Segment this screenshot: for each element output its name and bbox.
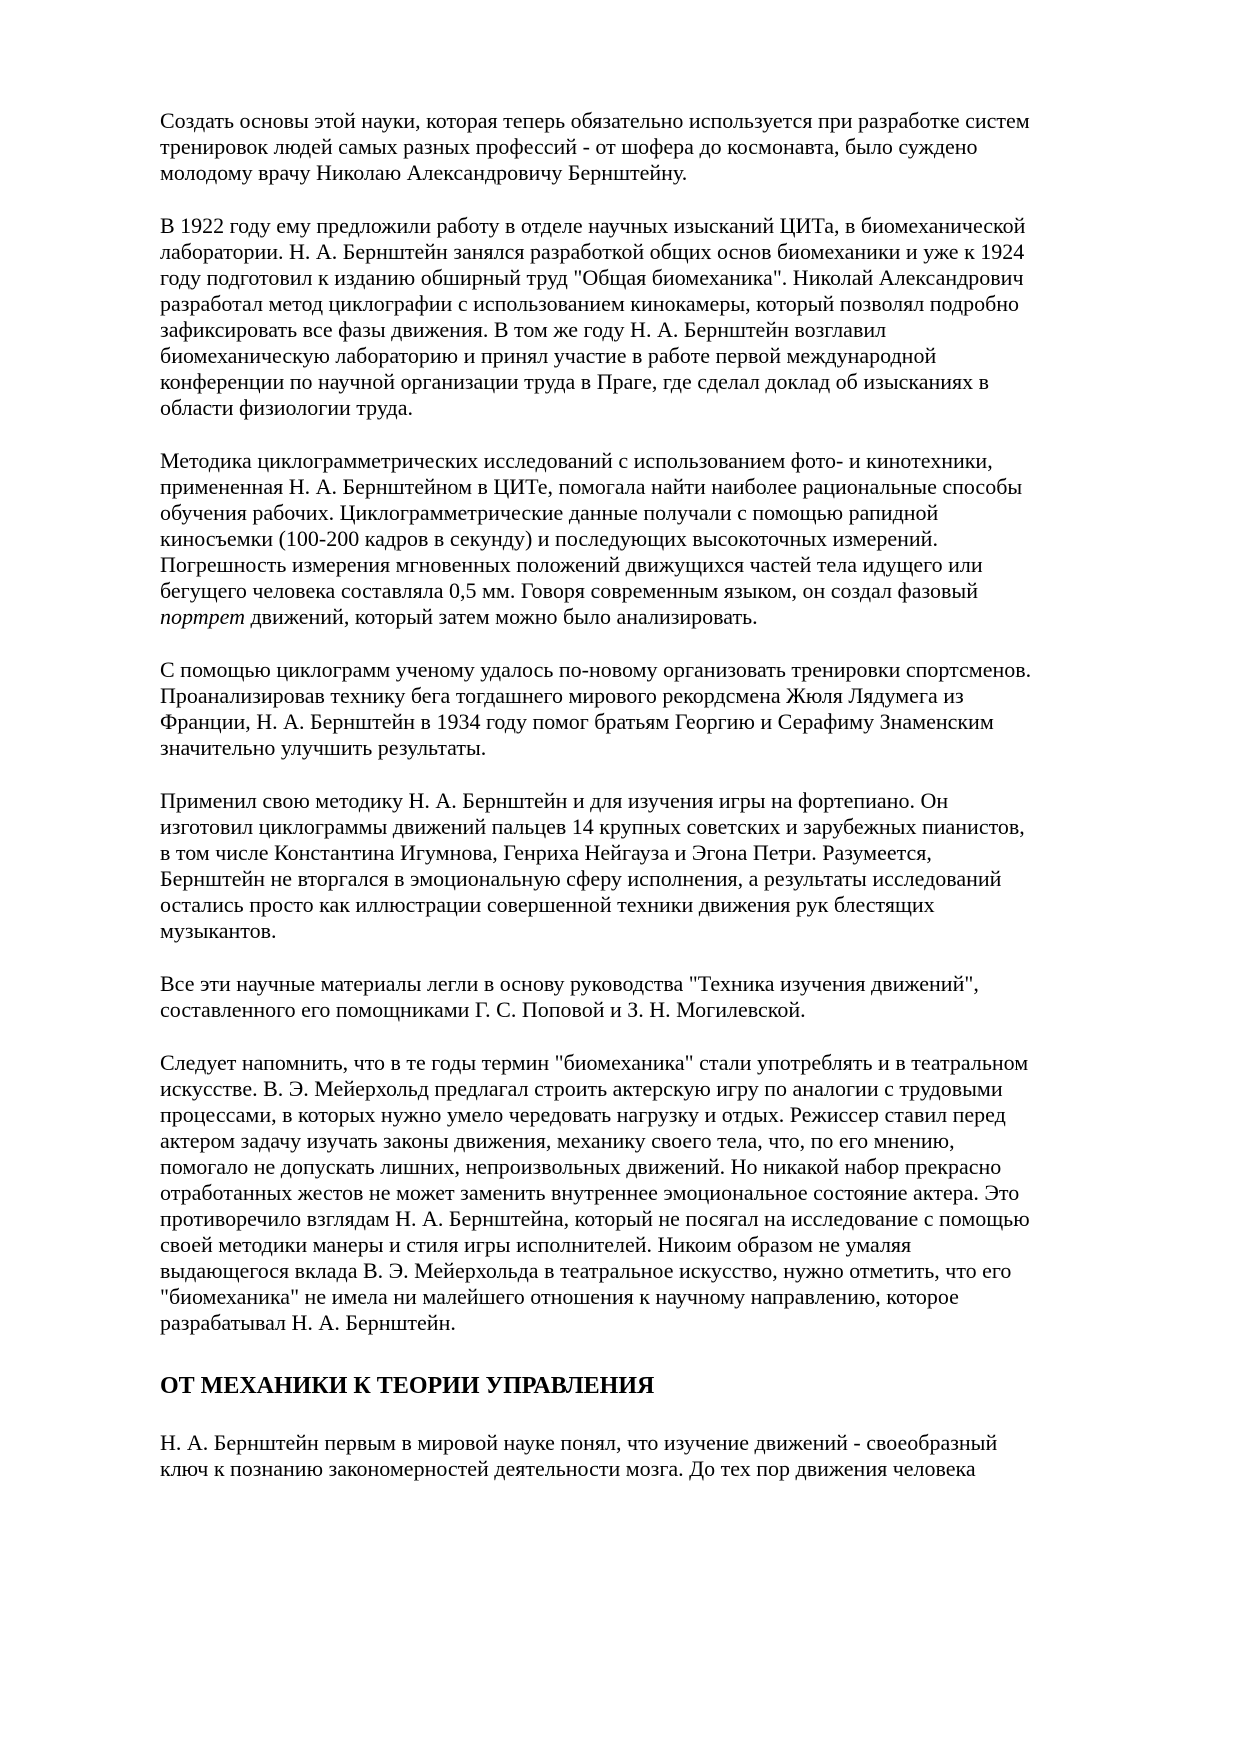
paragraph-text: Создать основы этой науки, которая теперь обязательно используется при разработке систем тренировок людей самых разных профессий - от шофера до космонавта, было суждено молодому врачу Николаю Александровичу Бернштейну. bbox=[160, 108, 1030, 185]
paragraph-text: Применил свою методику Н. А. Бернштейн и для изучения игры на фортепиано. Он изготовил циклограммы движений пальцев 14 крупных советских и зарубежных пианистов, в том числе Константина Игумнова, Генриха Нейгауза и Эгона Петри. Разумеется, Бернштейн не вторгался в эмоциональную сферу исполнения, а результаты исследований остались просто как иллюстрации совершенной техники движения рук блестящих музыкантов. bbox=[160, 788, 1025, 943]
paragraph-text: Следует напомнить, что в те годы термин "биомеханика" стали употреблять и в театральном искусстве. В. Э. Мейерхольд предлагал строить актерскую игру по аналогии с трудовыми процессами, в которых нужно умело чередовать нагрузку и отдых. Режиссер ставил перед актером задачу изучать законы движения, механику своего тела, что, по его мнению, помогало не допускать лишних, непроизвольных движений. Но никакой набор прекрасно отработанных жестов не может заменить внутреннее эмоциональное состояние актера. Это противоречило взглядам Н. А. Бернштейна, который не посягал на исследование с помощью своей методики манеры и стиля игры исполнителей. Никоим образом не умаляя выдающегося вклада В. Э. Мейерхольда в театральное искусство, нужно отметить, что его "биомеханика" не имела ни малейшего отношения к научному направлению, которое разрабатывал Н. А. Бернштейн. bbox=[160, 1050, 1030, 1335]
paragraph-text: С помощью циклограмм ученому удалось по-новому организовать тренировки спортсменов. Проанализировав технику бега тогдашнего мирового рекордсмена Жюля Лядумега из Франции, Н. А. Бернштейн в 1934 году помог братьям Георгию и Серафиму Знаменским значительно улучшить результаты. bbox=[160, 657, 1032, 760]
paragraph-text: Н. А. Бернштейн первым в мировой науке понял, что изучение движений - своеобразный ключ к познанию закономерностей деятельности мозга. До тех пор движения человека bbox=[160, 1430, 998, 1481]
paragraph-mechanics-to-control bbox=[160, 1430, 1040, 1482]
paragraph-intro bbox=[160, 108, 1040, 186]
section-heading: ОТ МЕХАНИКИ К ТЕОРИИ УПРАВЛЕНИЯ bbox=[160, 1373, 655, 1399]
paragraph-sport-training bbox=[160, 657, 1040, 761]
paragraph-manual bbox=[160, 971, 1040, 1023]
paragraph-meyerhold bbox=[160, 1050, 1040, 1336]
paragraph-cyclogram-method bbox=[160, 448, 1040, 630]
paragraph-text-italic: портрет bbox=[160, 604, 245, 629]
paragraph-text: В 1922 году ему предложили работу в отделе научных изысканий ЦИТа, в биомеханической лаборатории. Н. А. Бернштейн занялся разработкой общих основ биомеханики и уже к 1924 году подготовил к изданию обширный труд "Общая биомеханика". Николай Александрович разработал метод циклографии с использованием кинокамеры, который позволял подробно зафиксировать все фазы движения. В том же году Н. А. Бернштейн возглавил биомеханическую лабораторию и принял участие в работе первой международной конференции по научной организации труда в Праге, где сделал доклад об изысканиях в области физиологии труда. bbox=[160, 213, 1026, 420]
paragraph-text: Все эти научные материалы легли в основу руководства "Техника изучения движений", составленного его помощниками Г. С. Поповой и З. Н. Могилевской. bbox=[160, 971, 979, 1022]
paragraph-piano bbox=[160, 788, 1040, 944]
paragraph-text: движений, который затем можно было анализировать. bbox=[244, 604, 758, 629]
paragraph-1922-cit bbox=[160, 213, 1040, 421]
paragraph-text: Методика циклограмметрических исследований с использованием фото- и кинотехники, примененная Н. А. Бернштейном в ЦИТе, помогала найти наиболее рациональные способы обучения рабочих. Циклограмметрические данные получали с помощью рапидной киносъемки (100-200 кадров в секунду) и последующих высокоточных измерений. Погрешность измерения мгновенных положений движущихся частей тела идущего или бегущего человека составляла 0,5 мм. Говоря современным языком, он создал фазовый bbox=[160, 448, 1023, 603]
